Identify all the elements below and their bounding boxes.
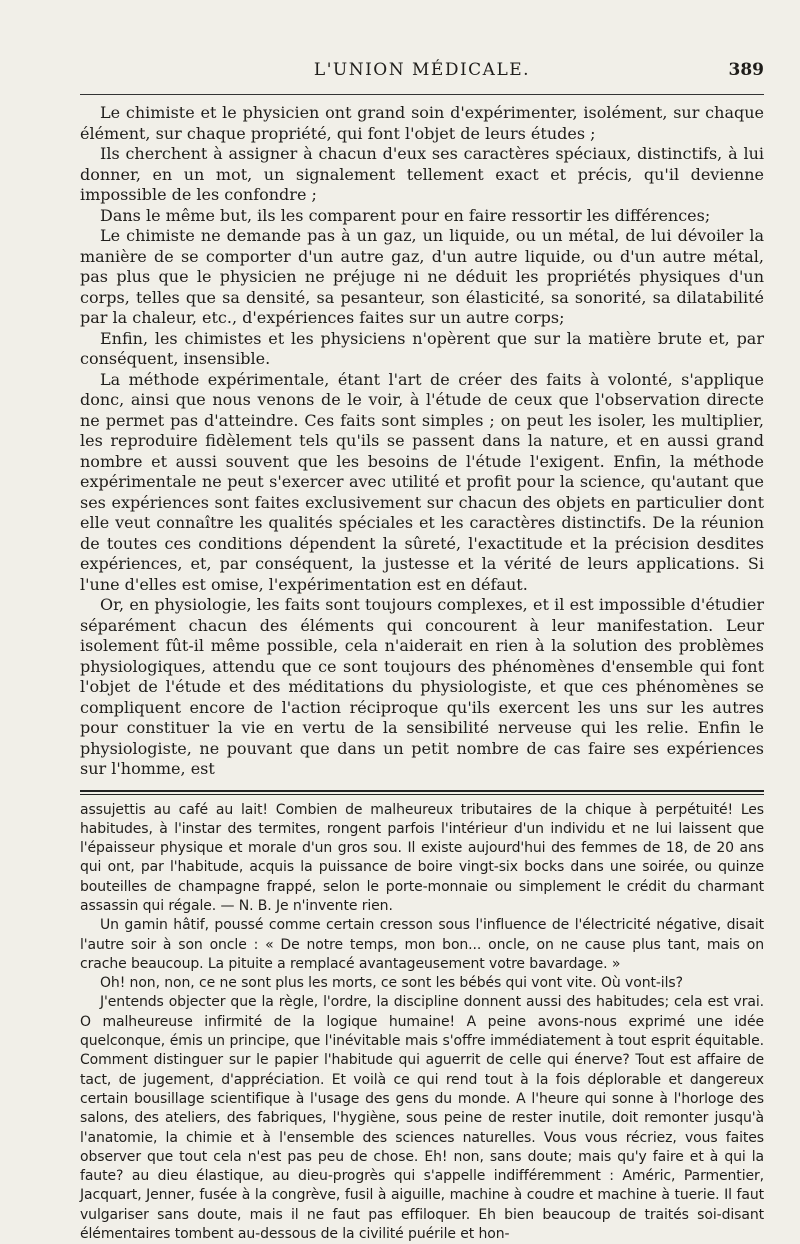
page-number: 389 [729,60,765,80]
feuilleton-paragraph: Oh! non, non, ce ne sont plus les morts, ce sont les bébés qui vont vite. Où vont-ils? [80,974,764,993]
feuilleton-paragraph: J'entends objecter que la règle, l'ordre, la discipline donnent aussi des habitudes; cela est vrai. O malheureuse infirmité de la logique humaine! A peine avons-nous exprimé une idée quelconque, émis un principe, que l'inévitable mais s'offre immédiatement à tout esprit équitable. Comment distinguer sur le papier l'habitude qui aguerrit de celle qui énerve? Tout est affaire de tact, de jugement, d'appréciation. Et voilà ce qui rend tout à la fois déplorable et dangereux certain bousillage scientifique à l'usage des gens du monde. A l'heure qui sonne à l'horloge des salons, des ateliers, des fabriques, l'hygiène, sous peine de rester inutile, doit remonter jusqu'à l'anatomie, la chimie et à l'ensemble des sciences naturelles. Vous vous récriez, vous faites observer que tout cela n'est pas peu de chose. Eh! non, sans doute; mais qu'y faire et à qui la faute? au dieu élastique, au dieu-progrès qui s'appelle indifféremment : Améric, Parmentier, Jacquart, Jenner, fusée à la congrève, fusil à aiguille, machine à coudre et machine à tuerie. Il faut vulgariser sans doute, mais il ne faut pas effiloquer. Eh bien beaucoup de traités soi-disant élémentaires tombent au-dessous de la civilité puérile et hon- [80,993,764,1244]
main-paragraph: Ils cherchent à assigner à chacun d'eux ses caractères spéciaux, distinctifs, à lui donner, en un mot, un signalement tellement exact et précis, qu'il devienne impossible de les confondre ; [80,144,764,206]
main-paragraph: Or, en physiologie, les faits sont toujours complexes, et il est impossible d'étudier séparément chacun des éléments qui concourent à leur manifestation. Leur isolement fût-il même possible, cela n'aiderait en rien à la solution des problèmes physiologiques, attendu que ce sont toujours des phénomènes d'ensemble qui font l'objet de l'étude et des méditations du physiologiste, et que ces phénomènes se compliquent encore de l'action réciproque qu'ils exercent les uns sur les autres pour constituer la vie en vertu de la sensibilité nerveuse qui les relie. Enfin le physiologiste, ne pouvant que dans un petit nombre de cas faire ses expériences sur l'homme, est [80,595,764,780]
main-text [80,103,764,780]
header-rule [80,94,764,95]
main-paragraph: Enfin, les chimistes et les physiciens n'opèrent que sur la matière brute et, par conséquent, insensible. [80,329,764,370]
feuilleton-text [80,801,764,1244]
main-paragraph: La méthode expérimentale, étant l'art de créer des faits à volonté, s'applique donc, ainsi que nous venons de le voir, à l'étude de ceux que l'observation directe ne permet pas d'atteindre. Ces faits sont simples ; on peut les isoler, les multiplier, les reproduire fidèlement tels qu'ils se passent dans la nature, et en aussi grand nombre et aussi souvent que les besoins de l'étude l'exigent. Enfin, la méthode expérimentale ne peut s'exercer avec utilité et profit pour la science, qu'autant que ses expériences sont faites exclusivement sur chacun des objets en particulier dont elle veut connaître les qualités spéciales et les caractères distinctifs. De la réunion de toutes ces conditions dépendent la sûreté, l'exactitude et la précision desdites expériences, et, par conséquent, la justesse et la vérité de leurs applications. Si l'une d'elles est omise, l'expérimentation est en défaut. [80,370,764,596]
feuilleton-paragraph: Un gamin hâtif, poussé comme certain cresson sous l'influence de l'électricité négative, disait l'autre soir à son oncle : « De notre temps, mon bon... oncle, on ne cause plus tant, mais on crache beaucoup. La pituite a remplacé avantageusement votre bavardage. » [80,916,764,974]
main-paragraph: Le chimiste ne demande pas à un gaz, un liquide, ou un métal, de lui dévoiler la manière de se comporter d'un autre gaz, d'un autre liquide, ou d'un autre métal, pas plus que le physicien ne préjuge ni ne déduit les propriétés physiques d'un corps, telles que sa densité, sa pesanteur, son élasticité, sa sonorité, sa dilatabilité par la chaleur, etc., d'expériences faites sur un autre corps; [80,226,764,329]
main-paragraph: Dans le même but, ils les comparent pour en faire ressortir les différences; [80,206,764,227]
feuilleton-divider [80,790,764,795]
feuilleton-paragraph: assujettis au café au lait! Combien de malheureux tributaires de la chique à perpétuité! Les habitudes, à l'instar des termites, rongent parfois l'intérieur d'un individu et ne lui laissent que l'épaisseur physique et morale d'un gros sou. Il existe aujourd'hui des femmes de 18, de 20 ans qui ont, par l'habitude, acquis la puissance de boire vingt-six bocks dans une soirée, ou quinze bouteilles de champagne frappé, selon le porte-monnaie ou simplement le crédit du charmant assassin qui régale. — N. B. Je n'invente rien. [80,801,764,917]
page-header [80,60,764,90]
running-title: L'UNION MÉDICALE. [80,60,764,80]
main-paragraph: Le chimiste et le physicien ont grand soin d'expérimenter, isolément, sur chaque élément, sur chaque propriété, qui font l'objet de leurs études ; [80,103,764,144]
